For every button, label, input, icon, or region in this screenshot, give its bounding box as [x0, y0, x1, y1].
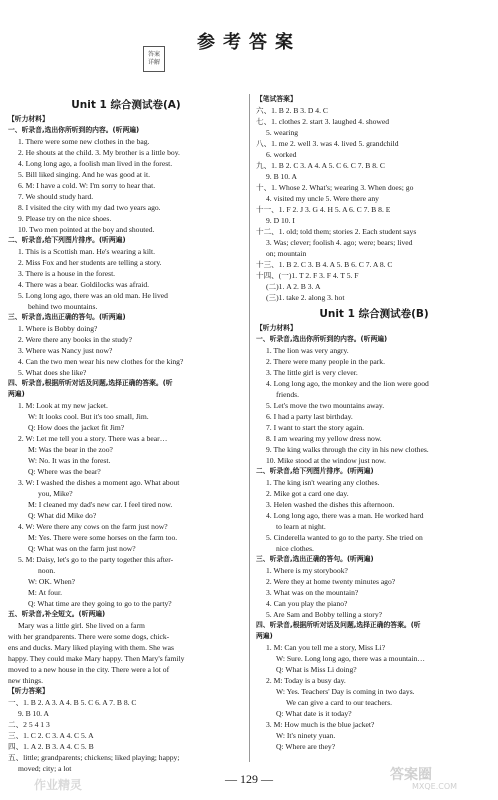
s4-line: 2. W: Let me tell you a story. There was a bear…: [18, 434, 168, 443]
b-s1-line: 9. The king walks through the city in his new clothes.: [266, 445, 429, 454]
stamp-line-1: 答案: [147, 51, 160, 58]
s4-line: W: OK. When?: [28, 577, 76, 586]
b-s3-line: 3. What was on the mountain?: [266, 588, 359, 597]
answer-line: 一、1. B 2. A 3. A 4. B 5. C 6. A 7. B 8. C: [8, 698, 137, 707]
written-line: 十一、1. F 2. J 3. G 4. H 5. A 6. C 7. B 8. E: [256, 205, 391, 214]
s3-line: 1. Where is Bobby doing?: [18, 324, 98, 333]
s4-line: W: No. It was in the forest.: [28, 456, 111, 465]
s2-line: behind two mountains.: [28, 302, 98, 311]
section-5-heading: 五、听录音,补全短文。(听两遍): [8, 610, 106, 618]
written-line: 十二、1. old; told them; stories 2. Each student says: [256, 227, 417, 236]
b-s1-line: friends.: [276, 390, 299, 399]
s5-line: happy. They could make Mary happy. Then Mary's family: [8, 654, 185, 663]
s2-line: 4. There was a bear. Goldilocks was afraid.: [18, 280, 150, 289]
s4-line: you, Mike?: [38, 489, 73, 498]
s4-line: Q: What time are they going to go to the party?: [28, 599, 172, 608]
written-line: 七、1. clothes 2. start 3. laughed 4. showed: [256, 117, 390, 126]
written-answers-heading: 【笔试答案】: [256, 95, 297, 103]
written-line: 十三、1. B 2. C 3. B 4. A 5. B 6. C 7. A 8. C: [256, 260, 393, 269]
answer-line: 9. B 10. A: [18, 709, 50, 718]
answer-line: 三、1. C 2. C 3. A 4. C 5. A: [8, 731, 94, 740]
b-section-1-heading: 一、听录音,选出你所听到的内容。(听两遍): [256, 335, 388, 343]
b-s1-line: 6. I had a party last birthday.: [266, 412, 353, 421]
written-line: 4. visited my uncle 5. Were there any: [266, 194, 379, 203]
s5-line: ens and ducks. Mary liked playing with them. She was: [8, 643, 174, 652]
unit-title-b: Unit 1 综合测试卷(B): [319, 308, 429, 320]
b-s3-line: 5. Are Sam and Bobby telling a story?: [266, 610, 382, 619]
written-line: 十四、(一)1. T 2. F 3. F 4. T 5. F: [256, 271, 359, 280]
b-s1-line: 3. The little girl is very clever.: [266, 368, 358, 377]
s4-line: M: Was the bear in the zoo?: [28, 445, 113, 454]
answer-line: 二、2 5 4 1 3: [8, 720, 50, 729]
section-4-heading-cont: 两遍): [8, 390, 25, 398]
s1-line: 1. There were some new clothes in the bag.: [18, 137, 150, 146]
b-s1-line: 2. There were many people in the park.: [266, 357, 385, 366]
b-section-2-heading: 二、听录音,给下列图片排序。(听两遍): [256, 467, 374, 475]
written-line: 九、1. B 2. C 3. A 4. A 5. C 6. C 7. B 8. C: [256, 161, 385, 170]
written-line: 6. worked: [266, 150, 297, 159]
s1-line: 8. I visited the city with my dad two years ago.: [18, 203, 161, 212]
s4-line: Q: What did Mike do?: [28, 511, 97, 520]
s4-line: 5. M: Daisy, let's go to the party together this after-: [18, 555, 174, 564]
b-s4-line: W: Sure. Long long ago, there was a mountain…: [276, 654, 426, 663]
s5-line: moved to a new house in the city. There were a lot of: [8, 665, 170, 674]
b-s4-line: Q: Where are they?: [276, 742, 336, 751]
left-column: [8, 94, 244, 774]
written-line: 5. wearing: [266, 128, 299, 137]
watermark-right-sub: MXQE.COM: [412, 782, 458, 791]
s5-line: with her grandparents. There were some dogs, chick-: [8, 632, 170, 641]
b-s1-line: 8. I am wearing my yellow dress now.: [266, 434, 382, 443]
stamp-line-2: 详解: [147, 59, 160, 66]
b-s2-line: 5. Cinderella wanted to go to the party. She tried on: [266, 533, 423, 542]
section-4-heading: 四、听录音,根据所听对话及问题,选择正确的答案。(听: [8, 379, 173, 387]
right-column: [256, 94, 492, 752]
unit-title-a: Unit 1 综合测试卷(A): [71, 99, 181, 111]
s1-line: 5. Bill liked singing. And he was good at it.: [18, 170, 151, 179]
b-s2-line: 2. Mike got a card one day.: [266, 489, 349, 498]
s2-line: 3. There is a house in the forest.: [18, 269, 116, 278]
b-s4-line: We can give a card to our teachers.: [286, 698, 393, 707]
b-s4-line: W: It's ninety yuan.: [276, 731, 336, 740]
b-s2-line: 3. Helen washed the dishes this afternoon.: [266, 500, 395, 509]
written-line: 9. D 10. I: [266, 216, 295, 225]
b-s1-line: 5. Let's move the two mountains away.: [266, 401, 385, 410]
page-title: 参考答案: [197, 32, 301, 53]
b-s2-line: 1. The king isn't wearing any clothes.: [266, 478, 380, 487]
answer-stamp: [143, 46, 165, 72]
s3-line: 3. Where was Nancy just now?: [18, 346, 113, 355]
s4-line: Q: How does the jacket fit Jim?: [28, 423, 125, 432]
watermark-left: 作业精灵: [34, 778, 83, 792]
b-s3-line: 4. Can you play the piano?: [266, 599, 348, 608]
s4-line: 4. W: Were there any cows on the farm just now?: [18, 522, 168, 531]
s4-line: 3. W: I washed the dishes a moment ago. What about: [18, 478, 180, 487]
b-s4-line: 3. M: How much is the blue jacket?: [266, 720, 375, 729]
b-section-4-heading: 四、听录音,根据所听对话及问题,选择正确的答案。(听: [256, 621, 421, 629]
s1-line: 9. Please try on the nice shoes.: [18, 214, 112, 223]
s4-line: M: I cleaned my dad's new car. I feel tired now.: [28, 500, 173, 509]
s4-line: noon.: [38, 566, 56, 575]
listen-answers-heading: 【听力答案】: [8, 687, 49, 695]
listen-material-heading: 【听力材料】: [8, 115, 49, 123]
section-3-heading: 三、听录音,选出正确的答句。(听两遍): [8, 313, 126, 321]
s4-line: W: It looks cool. But it's too small, Jim.: [28, 412, 149, 421]
answer-line: moved; city; a lot: [18, 764, 72, 773]
s3-line: 5. What does she like?: [18, 368, 87, 377]
s2-line: 2. Miss Fox and her students are telling a story.: [18, 258, 162, 267]
s2-line: 5. Long long ago, there was an old man. He lived: [18, 291, 168, 300]
s4-line: M: Yes. There were some horses on the farm too.: [28, 533, 178, 542]
section-2-heading: 二、听录音,给下列图片排序。(听两遍): [8, 236, 126, 244]
b-s2-line: 4. Long long ago, there was a man. He worked hard: [266, 511, 424, 520]
s1-line: 7. We should study hard.: [18, 192, 94, 201]
section-1-heading: 一、听录音,选出你所听到的内容。(听两遍): [8, 126, 140, 134]
s5-line: Mary was a little girl. She lived on a farm: [18, 621, 145, 630]
written-line: 十、1. Whose 2. What's; wearing 3. When does; go: [256, 183, 414, 192]
b-s1-line: 1. The lion was very angry.: [266, 346, 349, 355]
written-line: (二)1. A 2. B 3. A: [266, 282, 321, 291]
s1-line: 2. He shouts at the child. 3. My brother is a little boy.: [18, 148, 180, 157]
b-s4-line: Q: What date is it today?: [276, 709, 352, 718]
b-s3-line: 1. Where is my storybook?: [266, 566, 348, 575]
listen-material-heading-b: 【听力材料】: [256, 324, 297, 332]
s4-line: Q: Where was the bear?: [28, 467, 101, 476]
s4-line: 1. M: Look at my new jacket.: [18, 401, 108, 410]
written-line: 9. B 10. A: [266, 172, 298, 181]
b-s2-line: to learn at night.: [276, 522, 326, 531]
s3-line: 2. Were there any books in the study?: [18, 335, 132, 344]
answer-line: 五、little; grandparents; chickens; liked playing; happy;: [8, 753, 180, 762]
b-s3-line: 2. Were they at home twenty minutes ago?: [266, 577, 396, 586]
written-line: (三)1. take 2. along 3. hot: [266, 293, 345, 302]
b-s1-line: 4. Long long ago, the monkey and the lion were good: [266, 379, 429, 388]
s4-line: Q: What was on the farm just now?: [28, 544, 136, 553]
b-section-4-heading-cont: 两遍): [256, 632, 273, 640]
b-s4-line: W: Yes. Teachers' Day is coming in two days.: [276, 687, 415, 696]
column-divider: [249, 94, 250, 762]
s5-line: new things.: [8, 676, 44, 685]
b-section-3-heading: 三、听录音,选出正确的答句。(听两遍): [256, 555, 374, 563]
b-s4-line: 2. M: Today is a busy day.: [266, 676, 346, 685]
watermark-right: 答案圈: [390, 767, 432, 783]
b-s1-line: 7. I want to start the story again.: [266, 423, 365, 432]
b-s4-line: Q: What is Miss Li doing?: [276, 665, 357, 674]
written-line: on; mountain: [266, 249, 307, 258]
s2-line: 1. This is a Scottish man. He's wearing a kilt.: [18, 247, 156, 256]
b-s2-line: nice clothes.: [276, 544, 314, 553]
s1-line: 10. Two men pointed at the boy and shouted.: [18, 225, 155, 234]
written-line: 3. Was; clever; foolish 4. ago; were; bears; lived: [266, 238, 413, 247]
written-line: 八、1. me 2. well 3. was 4. lived 5. grandchild: [256, 139, 399, 148]
page-number: — 129 —: [225, 772, 273, 786]
s1-line: 4. Long long ago, a foolish man lived in the forest.: [18, 159, 173, 168]
written-line: 六、1. B 2. B 3. D 4. C: [256, 106, 328, 115]
b-s1-line: 10. Mike stood at the window just now.: [266, 456, 386, 465]
s4-line: M: At four.: [28, 588, 62, 597]
b-s4-line: 1. M: Can you tell me a story, Miss Li?: [266, 643, 386, 652]
s1-line: 6. M: I have a cold. W: I'm sorry to hear that.: [18, 181, 156, 190]
answer-line: 四、1. A 2. B 3. A 4. C 5. B: [8, 742, 94, 751]
s3-line: 4. Can the two men wear his new clothes for the king?: [18, 357, 184, 366]
